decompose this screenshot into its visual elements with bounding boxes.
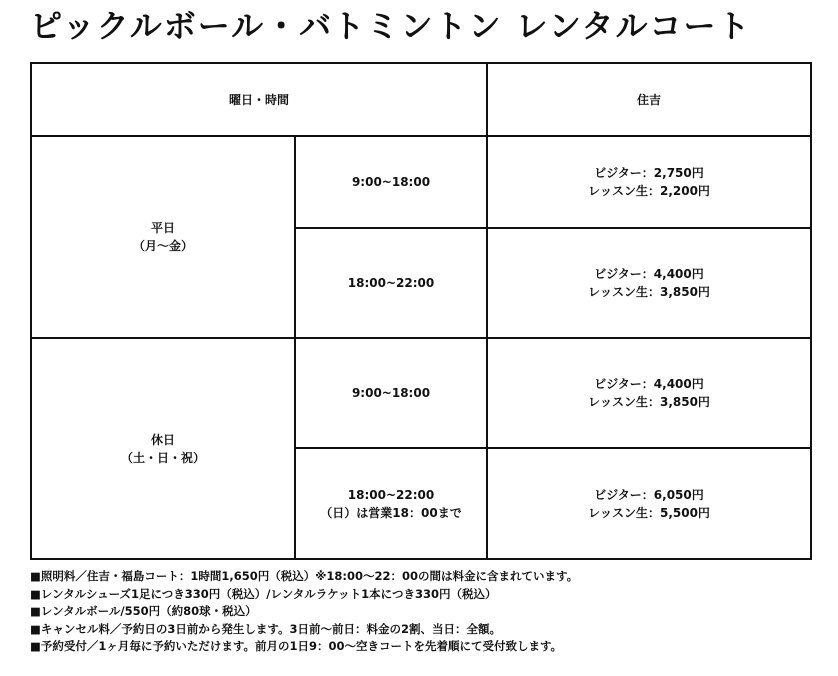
- holiday-label-cell: [31, 338, 295, 559]
- weekday-label-cell: [31, 136, 295, 338]
- note-lighting-fee: ■照明料／住吉・福島コート：1時間1,650円（税込）※18:00～22：00の間は料金に含まれています。: [30, 569, 579, 583]
- note-reservation: ■予約受付／1ヶ月毎に予約いただけます。前月の1日9：00～空きコートを先着順にて受付致します。: [30, 639, 563, 653]
- note-rental-balls: ■レンタルボール/550円（約80球・税込）: [30, 604, 257, 618]
- table-row: [31, 136, 811, 228]
- time-cell: [295, 448, 487, 559]
- time-cell: [295, 136, 487, 228]
- notes-list: [30, 568, 830, 656]
- time-cell: [295, 228, 487, 338]
- time-cell: [295, 338, 487, 448]
- table-header-row: [31, 63, 811, 136]
- visitor-price: ビジター：4,400円: [594, 267, 704, 281]
- table-row: [31, 338, 811, 448]
- header-location: 住吉: [487, 63, 811, 136]
- note-cancellation-fee: ■キャンセル料／予約日の3日前から発生します。3日前～前日：料金の2割、当日：全額。: [30, 621, 501, 636]
- lesson-price: レッスン生：3,850円: [588, 285, 710, 299]
- price-cell: [487, 136, 811, 228]
- sunday-hours-note: （日）は営業18：00まで: [320, 505, 462, 520]
- time-range: 18:00~22:00: [347, 487, 435, 502]
- weekday-range: （月～金）: [132, 239, 193, 253]
- time-range: 9:00~18:00: [351, 175, 431, 189]
- price-cell: [487, 228, 811, 338]
- visitor-price: ビジター：2,750円: [594, 166, 704, 180]
- lesson-price: レッスン生：3,850円: [588, 395, 710, 409]
- time-range: 18:00~22:00: [347, 276, 435, 290]
- note-rental-shoes-racket: ■レンタルシューズ1足につき330円（税込）/レンタルラケット1本につき330円（税込）: [30, 586, 497, 601]
- price-cell: [487, 338, 811, 448]
- lesson-price: レッスン生：2,200円: [588, 184, 710, 198]
- weekday-label: 平日: [150, 221, 175, 235]
- visitor-price: ビジター：6,050円: [594, 487, 704, 502]
- lesson-price: レッスン生：5,500円: [588, 505, 710, 520]
- page-title: ピックルボール・バトミントン レンタルコート: [30, 7, 752, 45]
- visitor-price: ビジター：4,400円: [594, 377, 704, 391]
- rental-rate-table: [30, 62, 812, 560]
- price-cell: [487, 448, 811, 559]
- header-day-time: 曜日・時間: [31, 63, 487, 136]
- time-range: 9:00~18:00: [351, 386, 431, 400]
- holiday-label: 休日: [150, 432, 175, 447]
- holiday-range: （土・日・祝）: [120, 450, 205, 465]
